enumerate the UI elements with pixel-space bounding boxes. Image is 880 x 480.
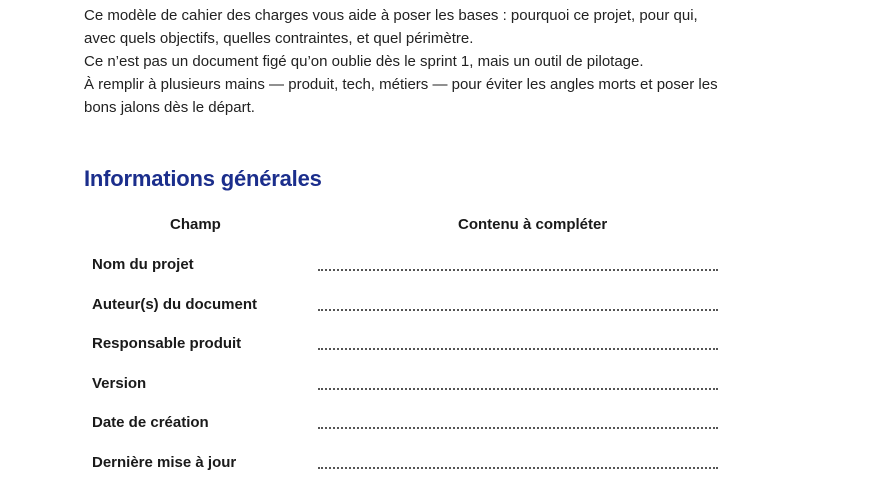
fill-in-line[interactable] (318, 427, 718, 429)
row-label: Version (92, 374, 147, 392)
intro-line: avec quels objectifs, quelles contraintes, et quel périmètre. (84, 30, 474, 47)
table-row (0, 256, 880, 280)
column-header-content: Contenu à compléter (458, 216, 608, 233)
intro-line: bons jalons dès le départ. (84, 99, 255, 116)
table-row (0, 414, 880, 438)
row-label: Dernière mise à jour (92, 453, 237, 471)
intro-line: À remplir à plusieurs mains — produit, tech, métiers — pour éviter les angles morts et poser les (84, 76, 718, 93)
table-header (0, 216, 880, 238)
intro-line: Ce modèle de cahier des charges vous aide à poser les bases : pourquoi ce projet, pour qui, (84, 7, 698, 24)
intro-line: Ce n’est pas un document figé qu’on oublie dès le sprint 1, mais un outil de pilotage. (84, 53, 644, 70)
fill-in-line[interactable] (318, 388, 718, 390)
section-title: Informations générales (84, 166, 322, 191)
table-row (0, 296, 880, 320)
row-label: Auteur(s) du document (92, 295, 257, 313)
table-row (0, 375, 880, 399)
fill-in-line[interactable] (318, 348, 718, 350)
fill-in-line[interactable] (318, 467, 718, 469)
table-row (0, 335, 880, 359)
intro-paragraph (84, 4, 804, 119)
column-header-field: Champ (170, 216, 221, 233)
table-row (0, 454, 880, 478)
fill-in-line[interactable] (318, 269, 718, 271)
row-label: Date de création (92, 414, 209, 431)
row-label: Responsable produit (92, 335, 242, 352)
row-label: Nom du projet (92, 256, 194, 273)
fill-in-line[interactable] (318, 309, 718, 311)
